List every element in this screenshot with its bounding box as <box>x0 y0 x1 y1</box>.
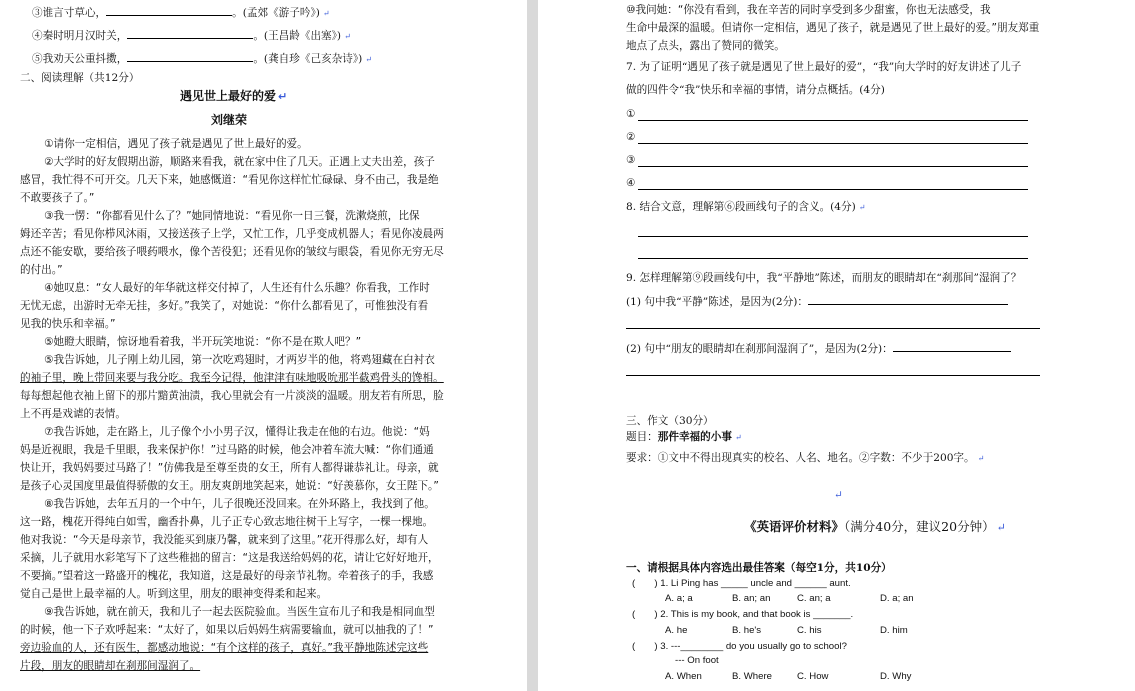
question-9-part1: (1) 句中我“平静”陈述，是因为(2分)： <box>626 294 1008 309</box>
body-line: 他对我说：“今天是母亲节，我没能买到康乃馨，就来到了这里。”花开得那么好，却有人 <box>20 534 429 546</box>
essay-topic: 题目：那件幸福的小事 ↵ <box>626 431 742 443</box>
question-row: ( ) 3. ---________ do you usually go to school? <box>632 641 847 652</box>
body-line: ③我一愣：“你都看见什么了？”她同情地说：“看见你一日三餐，洗漱烧煎，比保 <box>44 210 420 222</box>
body-line: 不敢要孩子了。” <box>20 192 95 204</box>
answer-line[interactable] <box>638 143 1028 144</box>
body-line: 的袖子里，晚上带回来要与我分吃。我至今记得，他津津有味地吸吮那半截鸡骨头的馋相。 <box>20 372 444 384</box>
option[interactable]: B. he's <box>732 625 762 636</box>
option[interactable]: C. his <box>797 625 822 636</box>
answer-label: ③ <box>626 154 636 166</box>
english-title: 《英语评价材料》（满分40分，建议20分钟） ↵ <box>744 519 1006 534</box>
option[interactable]: D. a; an <box>880 593 914 604</box>
body-line: 的付出。” <box>20 264 63 276</box>
option[interactable]: B. Where <box>732 671 772 682</box>
body-line: 的时候，他一下子欢呼起来：“太好了，如果以后妈妈生病需要输血，就可以抽我的了！” <box>20 624 434 636</box>
option[interactable]: A. he <box>665 625 688 636</box>
body-line: 地点了点头，露出了赞同的微笑。 <box>626 40 785 52</box>
poem-line: ③谁言寸草心， 。(孟郊《游子吟》) ↵ <box>32 7 330 19</box>
body-line: 见我的快乐和幸福。” <box>20 318 116 330</box>
body-line: ⑩我问她：“你没有看到，我在辛苦的同时享受到多少甜蜜，你也无法感受，我 <box>626 4 991 16</box>
section-heading: 三、作文（30分） <box>626 415 714 427</box>
poem-line: ④秦时明月汉时关， 。(王昌龄《出塞》) ↵ <box>32 30 351 42</box>
article-title: 遇见世上最好的爱 ↵ <box>180 89 288 103</box>
answer-blank[interactable] <box>106 5 232 16</box>
body-line: 姆还辛苦；看见你栉风沐雨，又接送孩子上学，又忙工作，几乎变成机器人；看见你凌晨两 <box>20 228 444 240</box>
document-page-left <box>0 0 527 691</box>
section-heading: 二、阅读理解（共12分） <box>20 72 140 84</box>
body-line: ②大学时的好友假期出游，顺路来看我，就在家中住了几天。正遇上丈夫出差，孩子 <box>44 156 435 168</box>
question-7-cont: 做的四件令“我”快乐和幸福的事情，请分点概括。(4分) <box>626 84 885 96</box>
body-line: ⑤她瞪大眼睛，惊讶地看着我，半开玩笑地说：“你不是在欺人吧？” <box>44 336 362 348</box>
answer-label: ④ <box>626 177 636 189</box>
body-line: 这一路，槐花开得纯白如雪，幽香扑鼻，儿子正专心致志地往树干上写字，一棵一棵地。 <box>20 516 434 528</box>
body-line: 快让开，我妈妈要过马路了！”仿佛我是至尊至贵的女王，所有人都得谦恭礼让。母亲，就 <box>20 462 439 474</box>
answer-line[interactable] <box>626 328 1040 329</box>
article-author: 刘继荣 <box>211 113 248 127</box>
answer-blank[interactable] <box>893 341 1011 352</box>
body-line: 妈是近视眼，我是千里眼，我来保护你！”过马路的时候，他会冲着车流大喊：“你们通通 <box>20 444 434 456</box>
answer-line[interactable] <box>638 166 1028 167</box>
body-line: 生命中最深的温暖。但请你一定相信，遇见了孩子，就是遇见了世上最好的爱。”朋友郑重 <box>626 22 1040 34</box>
answer-text: --- On foot <box>675 655 719 666</box>
body-line: 点还不能安歇，要给孩子喂药喂水，像个苦役犯；还看见你的皱纹与眼袋，看见你无穷无尽 <box>20 246 444 258</box>
body-line: 旁边验血的人，还有医生，都感动地说：“有个这样的孩子，真好。”我平静地陈述完这些 <box>20 642 429 654</box>
body-line: 不要摘。”望着这一路盛开的槐花，我知道，这是最好的母亲节礼物。牵着孩子的手，我感 <box>20 570 434 582</box>
body-line: 觉自己是世上最幸福的人。听到这里，朋友的眼神变得柔和起来。 <box>20 588 328 600</box>
paragraph-mark-icon: ↵ <box>834 489 843 501</box>
poem-line: ⑤我劝天公重抖擞， 。(龚自珍《己亥杂诗》) ↵ <box>32 53 372 65</box>
question-9-part2: (2) 句中“朋友的眼睛却在刹那间湿润了”，是因为(2分)： <box>626 341 1011 356</box>
body-line: ④她叹息：“女人最好的年华就这样交付掉了，人生还有什么乐趣？你看我，工作时 <box>44 282 430 294</box>
body-line: ①请你一定相信，遇见了孩子就是遇见了世上最好的爱。 <box>44 138 308 150</box>
answer-blank[interactable] <box>808 294 1008 305</box>
question-7: 7. 为了证明“遇见了孩子就是遇见了世上最好的爱”，“我”向大学时的好友讲述了儿子 <box>626 61 1022 73</box>
body-line: 每每想起他衣袖上留下的那片黯黄油渍，我心里就会有一片淡淡的温暖。朋友若有所思，脸 <box>20 390 444 402</box>
answer-line[interactable] <box>638 189 1028 190</box>
question-row: ( ) 2. This is my book, and that book is _______. <box>632 609 854 620</box>
option[interactable]: C. an; a <box>797 593 831 604</box>
answer-line[interactable] <box>638 258 1028 259</box>
body-line: 是孩子心灵国度里最值得骄傲的女王。朋友爽朗地笑起来，她说：“好羡慕你，女王陛下。” <box>20 480 439 492</box>
answer-blank[interactable] <box>127 28 253 39</box>
option[interactable]: A. When <box>665 671 702 682</box>
question-8: 8. 结合文意，理解第⑥段画线句子的含义。(4分) ↵ <box>626 201 866 213</box>
body-line: ⑨我告诉她，就在前天，我和儿子一起去医院验血。当医生宣布儿子和我是相同血型 <box>44 606 435 618</box>
answer-blank[interactable] <box>127 51 253 62</box>
answer-line[interactable] <box>638 120 1028 121</box>
body-line: 采摘，儿子就用水彩笔写下了这些稚拙的留言：“这是我送给妈妈的花，请让它好好地开， <box>20 552 439 564</box>
question-row: ( ) 1. Li Ping has _____ uncle and ______ aunt. <box>632 578 851 589</box>
answer-label: ① <box>626 108 636 120</box>
body-line: ⑦我告诉她，走在路上，儿子像个小小男子汉，懂得让我走在他的右边。他说：“妈 <box>44 426 430 438</box>
answer-line[interactable] <box>638 236 1028 237</box>
english-section-heading: 一、请根据具体内容选出最佳答案（每空1分，共10分） <box>626 562 892 574</box>
body-line: 上不再是戏谑的表情。 <box>20 408 126 420</box>
body-line: ⑤我告诉她，儿子刚上幼儿园，第一次吃鸡翅时，才两岁半的他，将鸡翅藏在白衬衣 <box>44 354 435 366</box>
option[interactable]: B. an; an <box>732 593 771 604</box>
answer-label: ② <box>626 131 636 143</box>
body-line: 无忧无虑，出游时无牵无挂，多好。”我笑了，对她说：“你什么都看见了，可惟独没有看 <box>20 300 429 312</box>
essay-requirement: 要求：①文中不得出现真实的校名、人名、地名。②字数：不少于200字。 ↵ <box>626 452 985 464</box>
option[interactable]: C. How <box>797 671 829 682</box>
option[interactable]: D. Why <box>880 671 912 682</box>
option[interactable]: D. him <box>880 625 908 636</box>
body-line: ⑧我告诉她，去年五月的一个中午，儿子很晚还没回来。在外环路上，我找到了他。 <box>44 498 435 510</box>
answer-line[interactable] <box>626 375 1040 376</box>
body-line: 感冒，我忙得不可开交。几天下来，她感慨道：“看见你这样忙忙碌碌、身不由己，我是绝 <box>20 174 439 186</box>
document-page-right <box>538 0 1135 691</box>
question-9: 9. 怎样理解第⑨段画线句中，我“平静地”陈述，而朋友的眼睛却在“刹那间”湿润了？ <box>626 272 1022 284</box>
option[interactable]: A. a; a <box>665 593 693 604</box>
body-line: 片段，朋友的眼睛却在刹那间湿润了。 <box>20 660 201 672</box>
